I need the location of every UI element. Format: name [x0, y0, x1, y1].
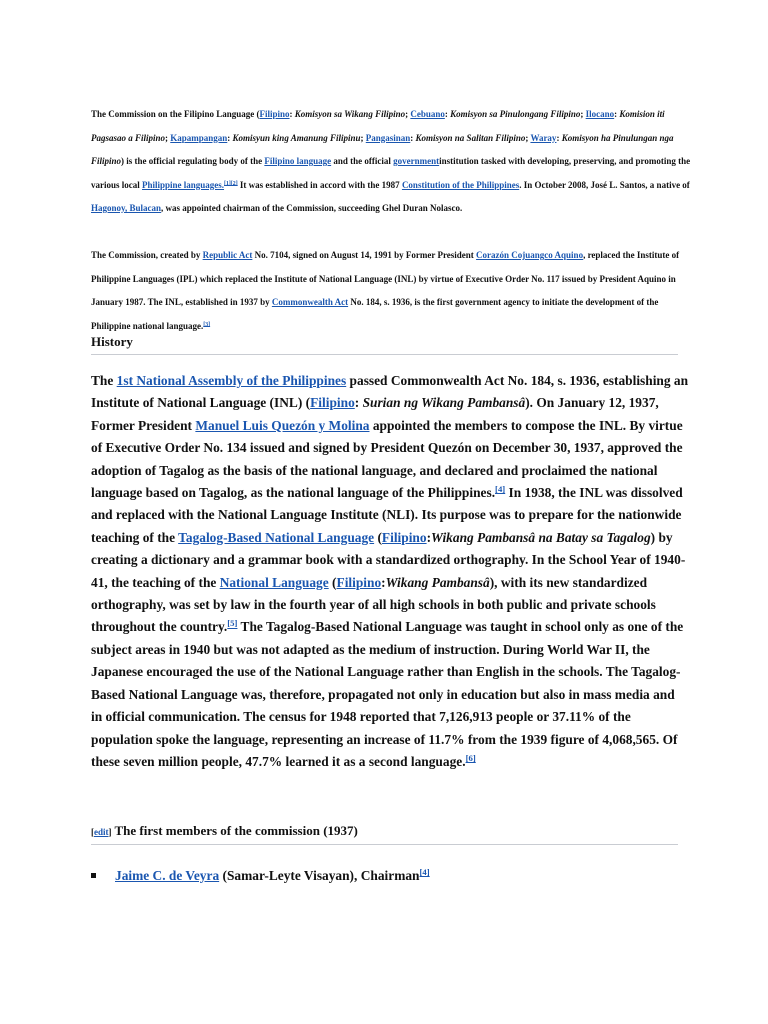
text: , replaced the Institute of Philippine Languages (IPL) which replaced the Institute of National Language (INL) by virtue of Executive Order No. 117 issued by President Aquino in January 1987. The INL, established in 1937 by	[91, 250, 680, 307]
text: No. 184, s. 1936, is the first government agency to initiate the development of the Philippine national language.	[91, 297, 659, 331]
italic-term: Komision iti Pagsasao a Filipino	[91, 109, 665, 143]
text: :	[227, 132, 233, 143]
link-national-assembly[interactable]: 1st National Assembly of the Philippines	[116, 373, 347, 388]
list-item	[91, 868, 430, 884]
italic-term: Surian ng Wikang Pambansâ	[362, 395, 526, 411]
history-heading: History	[91, 334, 678, 355]
text: , was appointed chairman of the Commission, succeeding Ghel Duran Nolasco.	[161, 203, 463, 213]
citation-1-2[interactable]: [1][2]	[224, 180, 238, 187]
edit-link[interactable]: edit	[94, 827, 109, 837]
text: :	[614, 109, 620, 119]
text: passed Commonwealth Act No. 184, s. 1936, establishing an Institute of National Language (INL) (	[91, 373, 689, 411]
link-government[interactable]: government	[393, 156, 440, 166]
link-tagalog-based-national-language[interactable]: Tagalog-Based National Language	[178, 529, 375, 545]
link-filipino[interactable]: Filipino	[381, 529, 427, 545]
member-detail: (Samar-Leyte Visayan), Chairman	[219, 868, 420, 883]
text: ;	[580, 109, 586, 119]
text: The Commission, created by	[91, 250, 203, 260]
text: :	[354, 395, 363, 411]
text: (	[328, 574, 337, 590]
text: ), with its new standardized orthography, was set by law in the fourth year of all high schools in both public and private schools throughout the country.	[91, 574, 656, 635]
text: institution tasked with developing, preserving, and promoting the various local	[91, 156, 691, 190]
link-corazon-aquino[interactable]: Corazón Cojuangco Aquino	[476, 250, 584, 260]
text: appointed the members to compose the INL. By virtue of Executive Order No. 134 issued and signed by President Quezón on December 30, 1937, approved the adoption of Tagalog as the basis of the national language, and declared and proclaimed the national language based on Tagalog, as the national language of the Philippines.	[91, 417, 683, 501]
text: :	[410, 132, 416, 143]
text: :	[289, 109, 295, 119]
citation-4[interactable]: [4]	[419, 867, 430, 878]
citation-5[interactable]: [5]	[227, 618, 238, 629]
text: ). On January 12, 1937, Former President	[91, 395, 659, 433]
text: The	[91, 373, 117, 388]
link-manuel-quezon[interactable]: Manuel Luis Quezón y Molina	[195, 417, 370, 433]
link-filipino-language[interactable]: Filipino language	[264, 156, 332, 166]
members-heading	[91, 823, 678, 845]
link-pangasinan[interactable]: Pangasinan	[365, 132, 411, 143]
section-title: The first members of the commission (1937)	[111, 823, 358, 838]
members-list	[91, 868, 430, 884]
link-filipino[interactable]: Filipino	[259, 109, 290, 119]
text: No. 7104, signed on August 14, 1991 by Former President	[252, 250, 477, 260]
bullet-icon	[91, 873, 96, 878]
link-filipino[interactable]: Filipino	[310, 395, 355, 411]
link-kapampangan[interactable]: Kapampangan	[170, 132, 228, 143]
text: :	[556, 132, 562, 143]
italic-term: Komisyon sa Pinulongang Filipino	[450, 109, 581, 119]
text: ;	[165, 132, 171, 143]
italic-term: Komisyon ha Pinulungan nga Filipino	[91, 132, 674, 166]
text: (	[374, 529, 382, 545]
text: ;	[405, 109, 411, 119]
text: ;	[525, 132, 531, 143]
citation-4[interactable]: [4]	[495, 484, 506, 495]
link-hagonoy-bulacan[interactable]: Hagonoy, Bulacan	[91, 203, 162, 213]
link-jaime-de-veyra[interactable]: Jaime C. de Veyra	[115, 868, 220, 883]
citation-6[interactable]: [6]	[465, 753, 476, 764]
text: ) is the official regulating body of the	[121, 156, 265, 166]
italic-term: Wikang Pambansâ na Batay sa Tagalog	[431, 529, 651, 545]
text: :	[426, 529, 432, 545]
italic-term: Wikang Pambansâ	[385, 574, 490, 590]
link-filipino[interactable]: Filipino	[336, 574, 382, 590]
link-philippine-languages[interactable]: Philippine languages.	[142, 179, 225, 190]
italic-term: Komisyon sa Wikang Filipino	[294, 109, 406, 119]
text: In 1938, the INL was dissolved and replaced with the National Language Institute (NLI). Its purpose was to prepare for the nationwide teaching of the	[91, 485, 683, 545]
citation-3[interactable]: [3]	[203, 321, 211, 328]
intro-paragraph-1	[91, 103, 691, 221]
link-waray[interactable]: Waray	[530, 132, 557, 143]
text: It was established in accord with the 1987	[237, 179, 402, 190]
bracket: ]	[108, 827, 112, 837]
text: The Tagalog-Based National Language was taught in school only as one of the subject areas in 1940 but was not adapted as the medium of instruction. During World War II, the Japanese encouraged the use of the National Language rather than English in the schools. The Tagalog-Based National Language was, therefore, propagated not only in education but also in mass media and in official communication. The census for 1948 reported that 7,126,913 people or 37.11% of the population spoke the language, representing an increase of 11.7% from the 1939 figure of 4,068,565. Of these seven million people, 47.7% learned it as a second language.	[91, 619, 684, 769]
text: :	[444, 109, 451, 119]
text: ) by creating a dictionary and a grammar book with a standardized orthography. In the School Year of 1940-41, the teaching of the	[91, 529, 686, 590]
text: . In October 2008, José L. Santos, a native of	[519, 179, 690, 190]
link-republic-act[interactable]: Republic Act	[202, 250, 253, 260]
history-paragraph	[91, 370, 689, 773]
intro-paragraph-2	[91, 244, 691, 338]
bracket: [	[91, 827, 94, 837]
italic-term: Komisyun king Amanung Filipinu	[232, 132, 361, 143]
link-commonwealth-act[interactable]: Commonwealth Act	[271, 297, 349, 307]
link-ilocano[interactable]: Ilocano	[585, 109, 615, 119]
text: The Commission on the Filipino Language (	[91, 109, 260, 119]
edit-section	[91, 827, 112, 837]
link-constitution[interactable]: Constitution of the Philippines	[401, 179, 520, 190]
italic-term: Komisyon na Salitan Filipino	[415, 132, 526, 143]
text: and the official	[331, 156, 394, 166]
link-cebuano[interactable]: Cebuano	[410, 109, 445, 119]
text: ;	[360, 132, 366, 143]
link-national-language[interactable]: National Language	[219, 574, 329, 590]
text: :	[381, 574, 386, 590]
